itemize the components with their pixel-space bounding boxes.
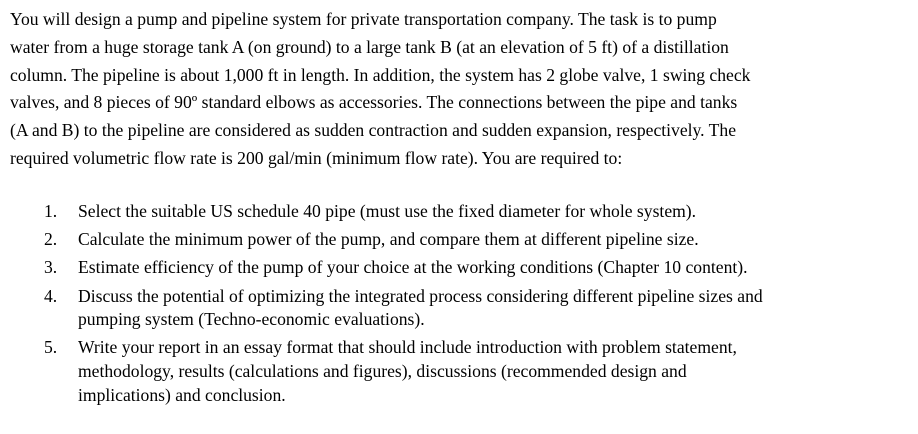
problem-statement — [10, 6, 910, 173]
intro-line: column. The pipeline is about 1,000 ft in length. In addition, the system has 2 globe valve, 1 swing check — [10, 64, 751, 85]
task-text-line: Estimate efficiency of the pump of your choice at the working conditions (Chapter 10 content). — [78, 257, 748, 278]
task-text-line: Select the suitable US schedule 40 pipe (must use the fixed diameter for whole system). — [78, 201, 697, 221]
task-text-line: Calculate the minimum power of the pump, and compare them at different pipeline size. — [78, 229, 699, 250]
task-item — [44, 336, 904, 407]
task-text-line: Write your report in an essay format that should include introduction with problem statement, — [78, 337, 737, 358]
task-item — [44, 200, 904, 224]
task-item — [44, 256, 904, 280]
intro-line: required volumetric flow rate is 200 gal/min (minimum flow rate). You are required to: — [10, 147, 623, 168]
task-list — [44, 200, 904, 412]
task-number: 1. — [44, 201, 58, 221]
intro-line: (A and B) to the pipeline are considered as sudden contraction and sudden expansion, respectively. The — [10, 120, 737, 141]
task-number: 2. — [44, 229, 58, 250]
intro-line: water from a huge storage tank A (on ground) to a large tank B (at an elevation of 5 ft) of a distillation — [10, 36, 729, 57]
task-item — [44, 285, 904, 332]
task-text-line: pumping system (Techno-economic evaluations). — [78, 309, 425, 330]
intro-line: You will design a pump and pipeline system for private transportation company. The task is to pump — [10, 9, 717, 29]
intro-line: valves, and 8 pieces of 90º standard elbows as accessories. The connections between the pipe and tanks — [10, 92, 738, 113]
task-number: 5. — [44, 337, 58, 358]
task-item — [44, 228, 904, 252]
task-number: 4. — [44, 285, 58, 306]
task-number: 3. — [44, 257, 58, 278]
task-text-line: Discuss the potential of optimizing the integrated process considering different pipeline sizes and — [78, 285, 763, 306]
task-text-line: methodology, results (calculations and figures), discussions (recommended design and — [78, 360, 687, 381]
task-text-line: implications) and conclusion. — [78, 384, 286, 405]
